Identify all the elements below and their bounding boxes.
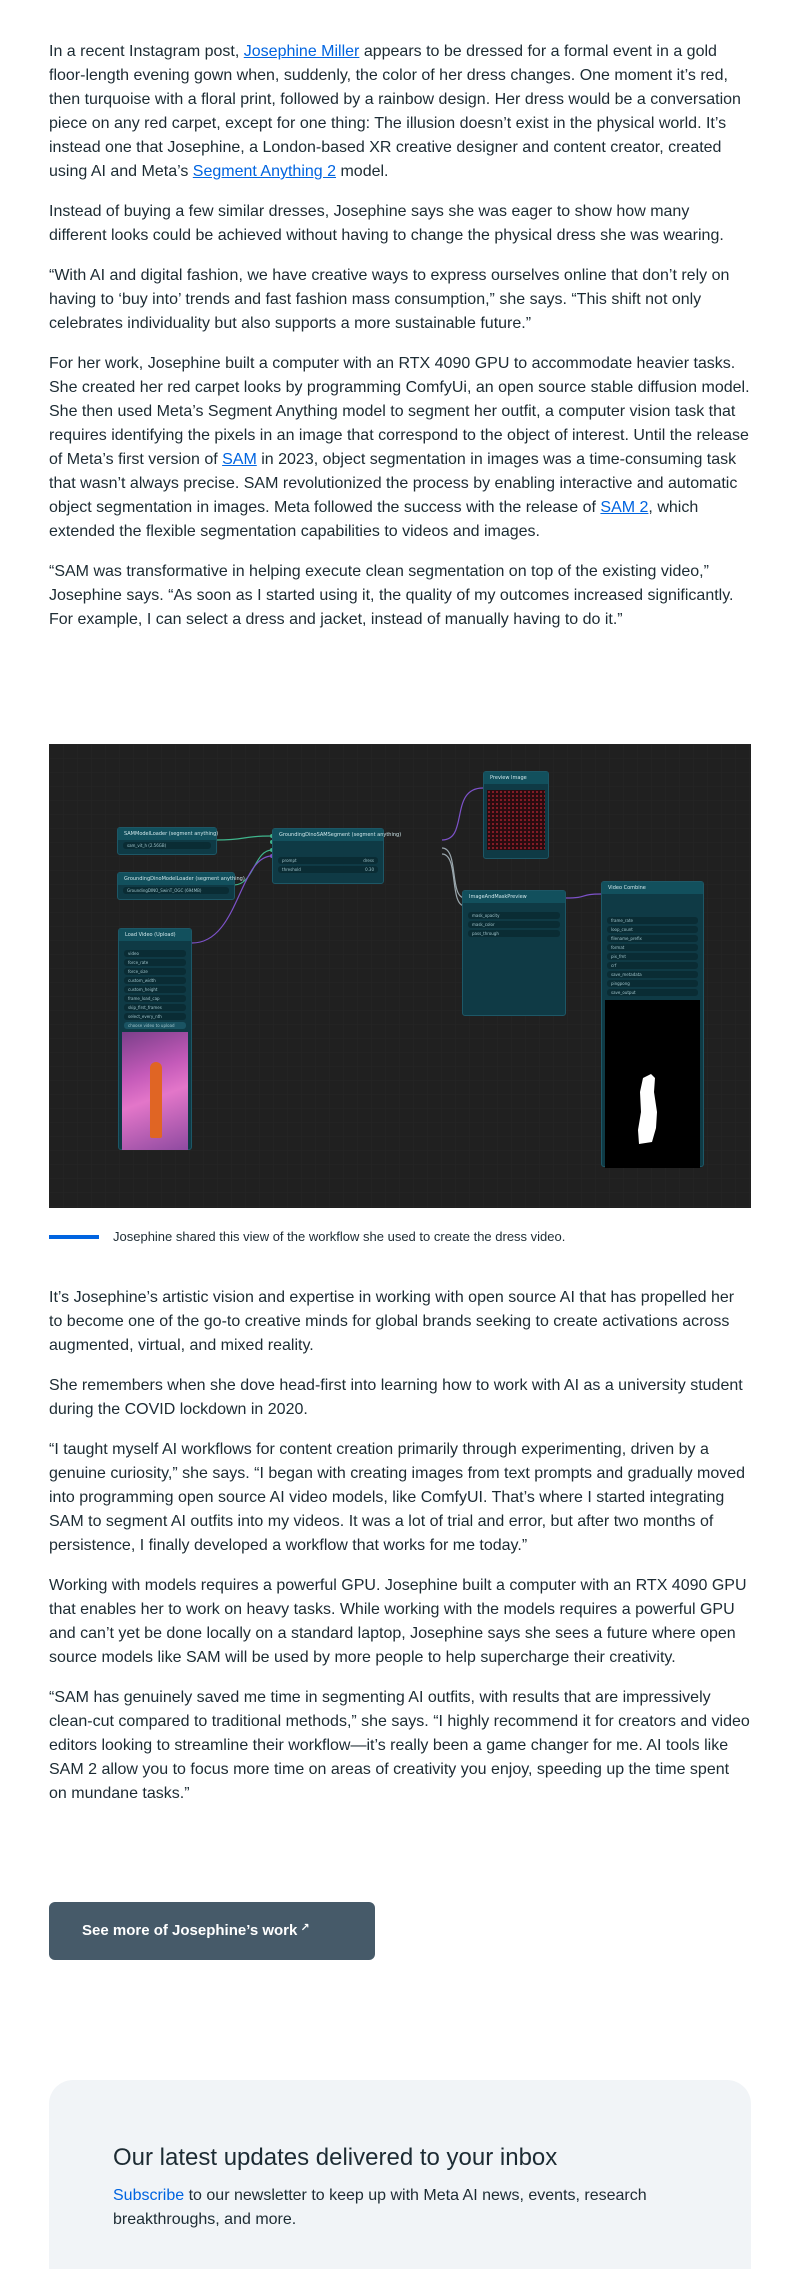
newsletter-description: to our newsletter to keep up with Meta AI news, events, research breakthroughs, and more.	[113, 2187, 647, 2228]
node-grounding-dino-loader[interactable]	[117, 872, 245, 900]
node-field[interactable]: mask_opacity	[468, 912, 560, 919]
node-grounding-dino-sam-segment[interactable]	[272, 828, 402, 884]
node-field[interactable]: frame_load_cap	[124, 995, 186, 1002]
node-sam-model-loader[interactable]	[117, 827, 217, 855]
node-field[interactable]: pingpong	[607, 980, 698, 987]
newsletter-title: Our latest updates delivered to your inbox	[113, 2144, 558, 2171]
prompt-field[interactable]	[278, 857, 378, 864]
text-span: model.	[336, 163, 389, 180]
node-field[interactable]: format	[607, 944, 698, 951]
node-field[interactable]: pix_fmt	[607, 953, 698, 960]
node-field[interactable]: loop_count	[607, 926, 698, 933]
paragraph-3: “With AI and digital fashion, we have creative ways to express ourselves online that don’t rely on having to ‘buy into’ trends and fast fashion mass consumption,” she says. “This shift not only celebrates individuality but also supports a more sustainable future.”	[49, 267, 730, 332]
node-field[interactable]: force_rate	[124, 959, 186, 966]
node-image-and-mask-preview[interactable]	[462, 890, 566, 1016]
node-field[interactable]: sam_vit_h (2.56GB)	[123, 842, 211, 849]
node-field[interactable]: mask_color	[468, 921, 560, 928]
dress-mask-silhouette	[605, 1000, 702, 1168]
caption-accent-bar	[49, 1235, 99, 1239]
text-span: appears to be dressed for a formal event in a gold floor-length evening gown when, suddenly, the color of her dress changes. One moment it’s red, then turquoise with a floral print, followed by a rainbow design. Her dress would be a conversation piece on any red carpet, except for one thing: The illusion doesn’t exist in the physical world. It’s instead one that Josephine, a London-based XR creative designer and content creator, created using AI and Meta’s	[49, 43, 741, 180]
node-field[interactable]: save_output	[607, 989, 698, 996]
node-field[interactable]: save_metadata	[607, 971, 698, 978]
paragraph-5: “SAM was transformative in helping execute clean segmentation on top of the existing video,” Josephine says. “As soon as I started using it, the quality of my outcomes increased significantly. For example, I can select a dress and jacket, instead of manually having to do it.”	[49, 563, 734, 628]
node-field[interactable]: pass_through	[468, 930, 560, 937]
josephine-miller-link[interactable]: Josephine Miller	[243, 43, 360, 60]
paragraph-4	[49, 352, 751, 544]
paragraph-7: She remembers when she dove head-first into learning how to work with AI as a university student during the COVID lockdown in 2020.	[49, 1377, 743, 1418]
node-title: Load Video (Upload)	[119, 929, 191, 941]
node-title: SAMModelLoader (segment anything)	[118, 828, 216, 840]
mask-output-preview	[605, 1000, 700, 1168]
sam-2-link[interactable]: SAM 2	[600, 499, 649, 516]
node-field[interactable]: GroundingDINO_SwinT_OGC (694MB)	[123, 887, 229, 894]
subscribe-link[interactable]: Subscribe	[113, 2187, 185, 2204]
node-input-label	[602, 901, 703, 908]
video-preview-thumbnail	[122, 1032, 188, 1150]
node-field[interactable]: video	[124, 950, 186, 957]
node-field[interactable]: select_every_nth	[124, 1013, 186, 1020]
node-field[interactable]: custom_height	[124, 986, 186, 993]
paragraph-9: Working with models requires a powerful GPU. Josephine built a computer with an RTX 4090 GPU that enables her to work on heavy tasks. While working with the models requires a powerful GPU and can’t yet be done locally on a standard laptop, Josephine says she sees a future where open source models like SAM will be used by more people to help supercharge their creativity.	[49, 1577, 747, 1666]
field-label: threshold	[282, 867, 301, 872]
node-input-label	[463, 903, 565, 910]
node-title: GroundingDinoSAMSegment (segment anything)	[273, 829, 383, 841]
field-value: dress	[363, 858, 374, 863]
node-title: Video Combine	[602, 882, 703, 894]
article-body-bottom	[49, 1286, 751, 1822]
node-output-label	[119, 941, 191, 948]
field-value: 0.30	[365, 867, 374, 872]
node-video-combine[interactable]	[601, 881, 704, 1167]
newsletter-section	[49, 2080, 751, 2269]
external-arrow-icon: ↗	[300, 1922, 310, 1934]
node-field[interactable]: frame_rate	[607, 917, 698, 924]
node-input-label	[602, 908, 703, 915]
text-span: For her work, Josephine built a computer with an RTX 4090 GPU to accommodate heavier tasks. She created her red carpet looks by programming ComfyUi, an open source stable diffusion model. She then used Meta’s Segment Anything model to segment her outfit, a computer vision task that requires identifying the pixels in an image that correspond to the object of interest. Until the release of Meta’s first version of	[49, 355, 750, 468]
see-more-work-button[interactable]	[49, 1902, 375, 1960]
red-dress-figure	[150, 1062, 162, 1138]
workflow-screenshot	[49, 744, 751, 1208]
paragraph-6: It’s Josephine’s artistic vision and expertise in working with open source AI that has propelled her to become one of the go-to creative minds for global brands seeking to create activations across augmented, virtual, and mixed reality.	[49, 1289, 735, 1354]
article-body-top	[49, 40, 751, 648]
paragraph-2: Instead of buying a few similar dresses, Josephine says she was eager to show how many different looks could be achieved without having to change the physical dress she was wearing.	[49, 203, 724, 244]
node-title: GroundingDinoModelLoader (segment anything)	[118, 873, 234, 885]
paragraph-10: “SAM has genuinely saved me time in segmenting AI outfits, with results that are impressively clean-cut compared to traditional methods,” she says. “I highly recommend it for creators and video editors looking to streamline their workflow—it’s really been a game changer for me. AI tools like SAM 2 allow you to focus more time on areas of creativity you enjoy, speeding up the time spent on mundane tasks.”	[49, 1689, 750, 1802]
node-field[interactable]: force_size	[124, 968, 186, 975]
preview-image-grid	[487, 790, 545, 850]
node-field[interactable]: filename_prefix	[607, 935, 698, 942]
text-span: in 2023, object segmentation in images was a time-consuming task that wasn’t always precise. SAM revolutionized the process by enabling interactive and automatic object segmentation in images. Meta followed the success with the release of	[49, 451, 738, 516]
node-field[interactable]: skip_first_frames	[124, 1004, 186, 1011]
figure-caption	[49, 1227, 751, 1247]
segment-anything-2-link[interactable]: Segment Anything 2	[192, 163, 337, 180]
node-input-label	[273, 841, 383, 848]
cta-label: See more of Josephine’s work	[82, 1922, 298, 1939]
field-label: prompt	[282, 858, 297, 863]
node-input-label	[273, 848, 383, 855]
node-field[interactable]: crf	[607, 962, 698, 969]
upload-video-button[interactable]: choose video to upload	[124, 1022, 186, 1029]
text-span: , which extended the flexible segmentation capabilities to videos and images.	[49, 499, 699, 540]
node-load-video[interactable]	[118, 928, 192, 1150]
paragraph-intro	[49, 40, 751, 184]
newsletter-text	[113, 2184, 713, 2232]
node-field[interactable]: custom_width	[124, 977, 186, 984]
node-title: ImageAndMaskPreview	[463, 891, 565, 903]
node-title: Preview Image	[484, 772, 548, 784]
text-span: In a recent Instagram post,	[49, 43, 244, 60]
threshold-field[interactable]	[278, 866, 378, 873]
node-preview-image[interactable]	[483, 771, 549, 859]
paragraph-8: “I taught myself AI workflows for content creation primarily through experimenting, driven by a genuine curiosity,” she says. “I began with creating images from text prompts and gradually moved into programming open source AI video models, like ComfyUI. That’s where I started integrating SAM to segment AI outfits into my videos. It was a lot of trial and error, but after two months of persistence, I finally developed a workflow that works for me today.”	[49, 1441, 746, 1554]
caption-text: Josephine shared this view of the workflow she used to create the dress video.	[113, 1229, 566, 1244]
node-input-label	[602, 894, 703, 901]
sam-link[interactable]: SAM	[222, 451, 257, 468]
